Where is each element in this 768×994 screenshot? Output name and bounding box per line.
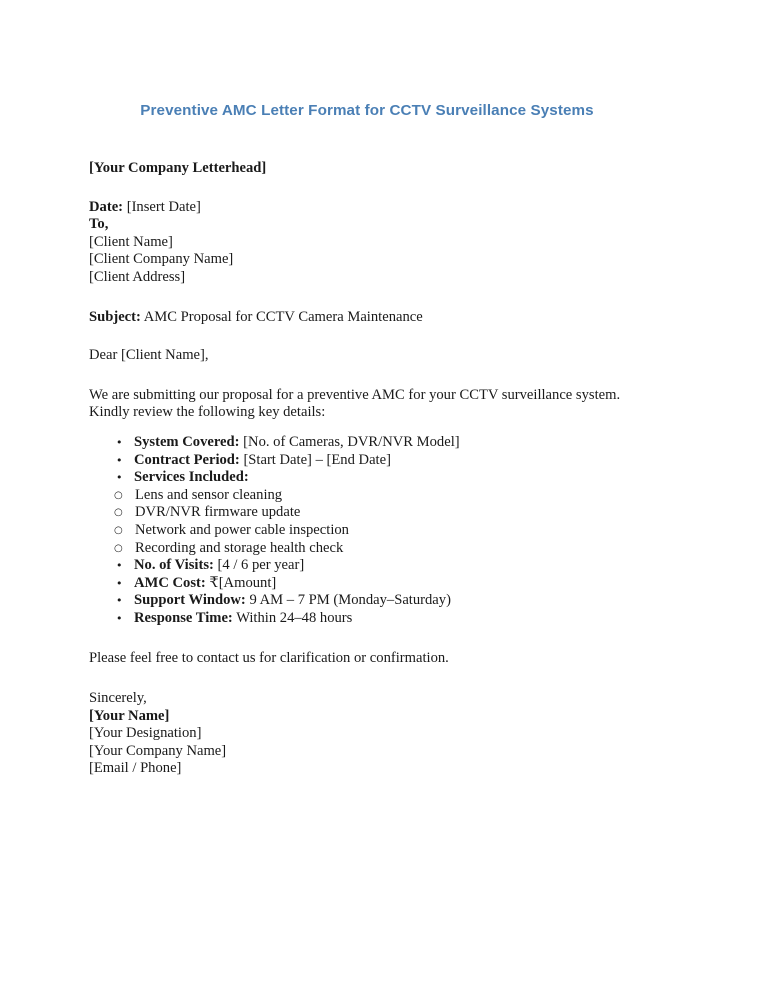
signer-name: [Your Name] <box>89 707 170 724</box>
bullet-disc-icon: • <box>116 453 123 467</box>
list-item <box>89 575 645 593</box>
list-item <box>89 540 645 558</box>
list-item-label: Response Time: <box>134 609 233 626</box>
list-item-label: Contract Period: <box>134 451 240 468</box>
list-item <box>89 452 645 470</box>
subject-label: Subject: <box>89 308 141 325</box>
client-address: [Client Address] <box>89 268 186 285</box>
to-label: To, <box>89 216 109 233</box>
sincerely-line: Sincerely, <box>89 690 147 707</box>
date-line <box>89 199 645 217</box>
list-item <box>89 487 645 505</box>
list-item-value: [No. of Cameras, DVR/NVR Model] <box>243 433 460 450</box>
bullet-circle-icon: ○ <box>114 542 123 554</box>
date-and-recipient-block <box>89 178 645 287</box>
service-item-label: Network and power cable inspection <box>135 521 349 538</box>
list-item-value: [Start Date] – [End Date] <box>243 451 391 468</box>
list-item <box>89 434 645 452</box>
bullet-disc-icon: • <box>116 559 123 573</box>
service-item-label: Lens and sensor cleaning <box>135 486 283 503</box>
client-name: [Client Name] <box>89 233 173 250</box>
bullet-disc-icon: • <box>116 435 123 449</box>
list-item-label: Services Included: <box>134 469 249 486</box>
intro-line-2: Kindly review the following key details: <box>89 404 326 421</box>
bullet-disc-icon: • <box>116 611 123 625</box>
list-item <box>89 504 645 522</box>
bullet-disc-icon: • <box>116 471 123 485</box>
list-item-label: Support Window: <box>134 592 246 609</box>
list-item-value: [4 / 6 per year] <box>217 557 305 574</box>
subject-value: AMC Proposal for CCTV Camera Maintenance <box>143 308 423 325</box>
service-item-label: DVR/NVR firmware update <box>135 504 301 521</box>
list-item-label: AMC Cost: <box>134 574 206 591</box>
intro-paragraph <box>89 365 645 422</box>
list-item <box>89 610 645 628</box>
signer-designation: [Your Designation] <box>89 725 202 742</box>
bullet-disc-icon: • <box>116 576 123 590</box>
service-item-label: Recording and storage health check <box>135 539 344 556</box>
list-item <box>89 522 645 540</box>
signer-company: [Your Company Name] <box>89 742 227 759</box>
list-item-value: 9 AM – 7 PM (Monday–Saturday) <box>249 592 451 609</box>
list-item-value: Within 24–48 hours <box>236 609 353 626</box>
date-label: Date: <box>89 198 124 215</box>
bullet-circle-icon: ○ <box>114 489 123 501</box>
list-item <box>89 469 645 487</box>
details-list <box>89 422 645 628</box>
list-item-value: ₹[Amount] <box>209 574 277 591</box>
bullet-disc-icon: • <box>116 594 123 608</box>
greeting-line: Dear [Client Name], <box>89 347 209 364</box>
signer-contact: [Email / Phone] <box>89 760 182 777</box>
date-value: [Insert Date] <box>126 198 201 215</box>
closing-paragraph: Please feel free to contact us for clarification or confirmation. <box>89 650 449 667</box>
services-sublist-container <box>89 487 645 557</box>
company-letterhead: [Your Company Letterhead] <box>89 160 267 176</box>
list-item-label: System Covered: <box>134 433 240 450</box>
client-company-name: [Client Company Name] <box>89 251 234 268</box>
intro-line-1: We are submitting our proposal for a preventive AMC for your CCTV surveillance system. <box>89 386 621 403</box>
bullet-circle-icon: ○ <box>114 507 123 519</box>
list-item <box>89 557 645 575</box>
signature-block <box>89 668 645 778</box>
list-item <box>89 592 645 610</box>
bullet-circle-icon: ○ <box>114 524 123 536</box>
page-title: Preventive AMC Letter Format for CCTV Surveillance Systems <box>140 102 594 119</box>
services-sublist <box>89 487 645 557</box>
subject-line <box>89 287 645 327</box>
document-body <box>89 0 645 778</box>
list-item-label: No. of Visits: <box>134 557 214 574</box>
